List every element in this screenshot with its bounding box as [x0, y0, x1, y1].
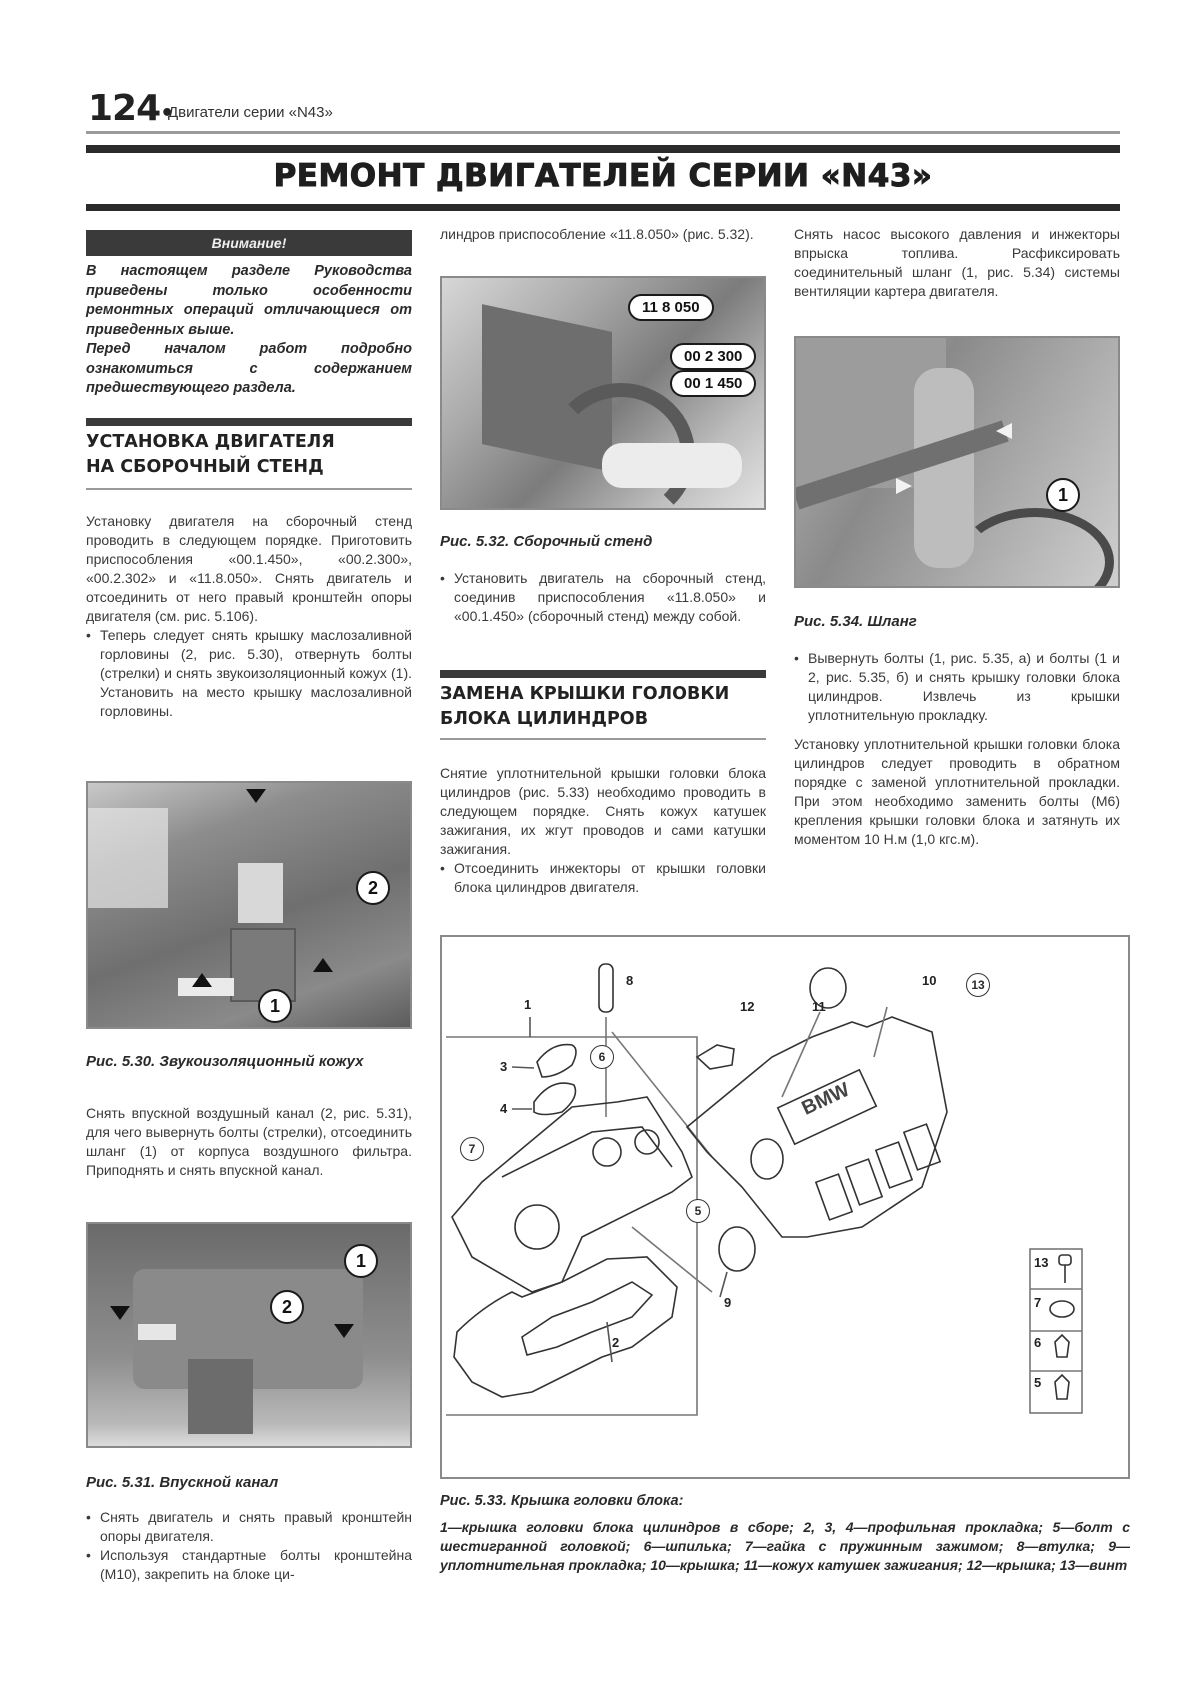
exploded-view-drawing [442, 937, 1128, 1477]
part-label-13: 13 [966, 973, 990, 997]
figure-5-30-caption: Рис. 5.30. Звукоизоляционный кожух [86, 1053, 364, 1070]
section-2-title: ЗАМЕНА КРЫШКИ ГОЛОВКИ БЛОКА ЦИЛИНДРОВ [440, 684, 730, 729]
figure-5-31-photo [86, 1222, 412, 1448]
column-3-body [794, 649, 1120, 849]
section-1-bullet-3: • Используя стандартные болты кронштейна (M10), закрепить на блоке ци- [86, 1546, 412, 1584]
figure-5-30-photo [86, 781, 412, 1029]
part-label-11: 11 [812, 999, 826, 1014]
column-3-para-1: Снять насос высокого давления и инжекторы впрыска топлива. Расфиксировать соединительный шланг (1, рис. 5.34) системы вентиляции картера двигателя. [794, 226, 1120, 299]
section-1-bullet-1: • Теперь следует снять крышку маслозаливной горловины (2, рис. 5.30), отвернуть болты (стрелки) и снять звукоизоляционный кожух (1). Установить на место крышку маслозаливной горловины. [86, 626, 412, 721]
section-2-bullet-1: • Отсоединить инжекторы от крышки головки блока цилиндров двигателя. [440, 859, 766, 897]
oil-filler-cap [230, 928, 296, 1002]
section-2-bar [440, 670, 766, 678]
bmw-logo-text: BMW [798, 1078, 854, 1120]
inset-label-6: 6 [1034, 1335, 1042, 1350]
warning-text: В настоящем разделе Руководства приведены только особенности ремонтных операций отличающиеся от приведенных выше. Перед началом работ подробно ознакомиться с содержанием предшествующего раздела. [86, 263, 412, 396]
callout-2: 2 [356, 871, 390, 905]
figure-5-33-legend: 1—крышка головки блока цилиндров в сборе; 2, 3, 4—профильная прокладка; 5—болт с шестигранной головкой; 6—шпилька; 7—гайка с пружинным зажимом; 8—втулка; 9—уплотнительная прокладка; 10—крышка; 11—кожух катушек зажигания; 12—крышка; 13—винт [440, 1519, 1130, 1573]
header-rule [86, 131, 1120, 134]
figure-5-33-diagram [440, 935, 1130, 1479]
figure-5-32-photo [440, 276, 766, 510]
arrow-right-icon [896, 478, 912, 494]
column-2-body [440, 569, 766, 626]
section-1-title: УСТАНОВКА ДВИГАТЕЛЯ НА СБОРОЧНЫЙ СТЕНД [86, 432, 335, 477]
inset-label-5: 5 [1034, 1375, 1042, 1390]
page-title: РЕМОНТ ДВИГАТЕЛЕЙ СЕРИИ «N43» [273, 158, 933, 194]
part-label-4: 4 [500, 1101, 508, 1116]
running-title: Двигатели серии «N43» [168, 104, 333, 121]
part-label-9: 9 [724, 1295, 732, 1310]
part-label-8: 8 [626, 973, 634, 988]
callout-1: 1 [344, 1244, 378, 1278]
part-label-2: 2 [612, 1335, 620, 1350]
section-1-underline [86, 488, 412, 490]
section-1-bar [86, 418, 412, 426]
part-label-7: 7 [460, 1137, 484, 1161]
arrow-down-icon [334, 1324, 354, 1338]
section-1-bullet-2: • Снять двигатель и снять правый кронштейн опоры двигателя. [86, 1508, 412, 1546]
figure-5-34-caption: Рис. 5.34. Шланг [794, 613, 917, 630]
callout-1: 1 [258, 989, 292, 1023]
page-number: 124• [88, 88, 174, 129]
callout-1: 1 [1046, 478, 1080, 512]
section-1-body [86, 512, 412, 721]
arrow-up-icon [313, 958, 333, 972]
tool-tag-00-2-300: 00 2 300 [670, 343, 756, 370]
section-2-underline [440, 738, 766, 740]
stand-shaft [602, 443, 742, 488]
arrow-up-icon [192, 973, 212, 987]
column-3-bullet-1: • Вывернуть болты (1, рис. 5.35, а) и болты (1 и 2, рис. 5.35, б) и снять крышку головки блока цилиндров. Извлечь из крышки уплотнительную прокладку. [794, 649, 1120, 725]
column-3-para-2: Установку уплотнительной крышки головки блока цилиндров следует проводить в обратном порядке с заменой уплотнительной прокладки. При этом необходимо заменить болты (M6) крепления крышки головки блока и затянуть их моментом 10 Н.м (1,0 кгс.м). [794, 736, 1120, 847]
tool-tag-00-1-450: 00 1 450 [670, 370, 756, 397]
part-label-10: 10 [922, 973, 937, 988]
tool-tag-11-8-050: 11 8 050 [628, 294, 714, 321]
part-label-1: 1 [524, 997, 532, 1012]
part-label-3: 3 [500, 1059, 508, 1074]
arrow-left-icon [996, 423, 1012, 439]
column-2-continuation: линдров приспособление «11.8.050» (рис. 5.32). [440, 226, 754, 242]
callout-2: 2 [270, 1290, 304, 1324]
section-1-body-2 [86, 1104, 412, 1180]
part-label-5: 5 [686, 1199, 710, 1223]
title-top-rule [86, 145, 1120, 153]
section-1-para-1: Установку двигателя на сборочный стенд проводить в следующем порядке. Приготовить приспособления «00.1.450», «00.2.300», «00.2.302» и «11.8.050». Снять двигатель и отсоединить от него правый кронштейн опоры двигателя (см. рис. 5.106). [86, 513, 412, 624]
section-2-body [440, 764, 766, 897]
inset-label-13: 13 [1034, 1255, 1049, 1270]
figure-5-34-photo [794, 336, 1120, 588]
bmw-logo-plate [238, 863, 283, 923]
column-2-bullet-1: • Установить двигатель на сборочный стенд, соединив приспособления «11.8.050» и «00.1.450» (сборочный стенд) между собой. [440, 569, 766, 626]
arrow-down-icon [246, 789, 266, 803]
figure-5-32-caption: Рис. 5.32. Сборочный стенд [440, 533, 653, 550]
arrow-down-icon [110, 1306, 130, 1320]
section-1-para-2: Снять впускной воздушный канал (2, рис. 5.31), для чего вывернуть болты (стрелки), отсоединить шланг (1) от корпуса воздушного фильтра. Приподнять и снять впускной канал. [86, 1105, 412, 1178]
figure-5-31-caption: Рис. 5.31. Впускной канал [86, 1474, 279, 1491]
part-label-12: 12 [740, 999, 755, 1014]
figure-5-33-caption: Рис. 5.33. Крышка головки блока: [440, 1493, 684, 1509]
section-1-body-3 [86, 1508, 412, 1584]
section-2-para-1: Снятие уплотнительной крышки головки блока цилиндров (рис. 5.33) необходимо проводить в следующем порядке. Снять кожух катушек зажигания, их жгут проводов и сами катушки зажигания. [440, 765, 766, 857]
part-label-6: 6 [590, 1045, 614, 1069]
inset-label-7: 7 [1034, 1295, 1042, 1310]
warning-label: Внимание! [86, 230, 412, 256]
title-bottom-rule [86, 204, 1120, 211]
